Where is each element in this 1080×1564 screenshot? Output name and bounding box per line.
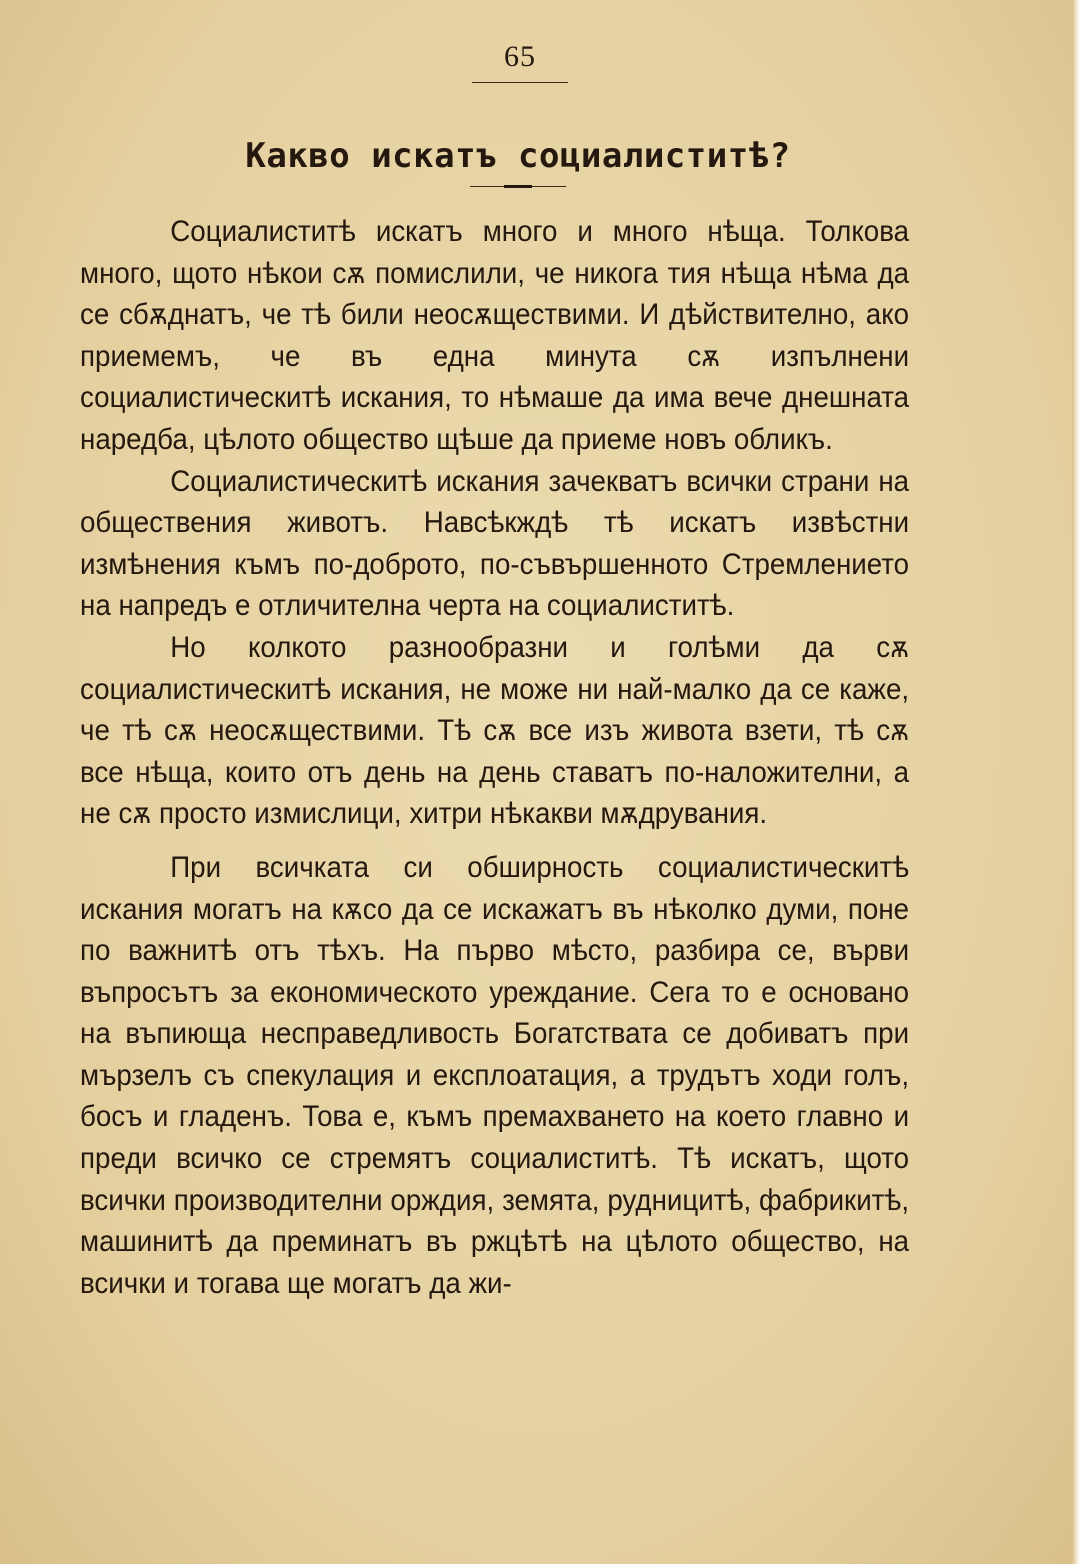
page-number-rule [472, 82, 568, 83]
chapter-title: Какво искатъ социалиститѣ? [245, 136, 791, 176]
paragraph-2: Социалистическитѣ искания зачекватъ всички страни на обществения животъ. Навсѣкждѣ тѣ искатъ извѣстни измѣнения къмъ по-доброто, по-съвършенното Стремлението на напредъ е отличителна черта на социалиститѣ. [80, 464, 910, 623]
page-number: 65 [504, 40, 536, 73]
ornament-dash [504, 185, 532, 188]
page-edge [1072, 0, 1080, 1564]
paragraph-4: При всичката си обширность социалистическитѣ искания могатъ на кѫсо да се искажатъ въ нѣколко думи, поне по важнитѣ отъ тѣхъ. На първо мѣсто, разбира се, върви въпросътъ за економическото уреждание. Сега то е основано на въпиюща несправедливость Богатствата се добиватъ при мързелъ съ спекулация и експлоатация, а трудътъ ходи голъ, босъ и гладенъ. Това е, къмъ премахването на което главно и преди всичко се стремятъ социалиститѣ. Тѣ искатъ, щото всички производителни орждия, земята, рудницитѣ, фабрикитѣ, машинитѣ да преминатъ въ ржцѣтѣ на цѣлото общество, на всички и тогава ще могатъ да жи- [80, 850, 910, 1300]
title-ornament [470, 186, 566, 188]
paragraph-1: Социалиститѣ искатъ много и много нѣща. Толкова много, щото нѣкои сѫ помислили, че никога тия нѣща нѣма да се сбѫднатъ, че тѣ били неосѫществими. И дѣйствително, ако приемемъ, че въ една минута сѫ изпълнени социалистическитѣ искания, то нѣмаше да има вече днешната наредба, цѣлото общество щѣше да приеме новъ обликъ. [80, 215, 910, 456]
paragraph-3: Но колкото разнообразни и голѣми да сѫ социалистическитѣ искания, не може ни най-малко да се каже, че тѣ сѫ неосѫществими. Тѣ сѫ все изъ живота взети, тѣ сѫ все нѣща, които отъ день на день ставатъ по-наложителни, а не сѫ просто измислици, хитри нѣкакви мѫдрувания. [80, 630, 910, 831]
body-text [80, 211, 909, 1304]
